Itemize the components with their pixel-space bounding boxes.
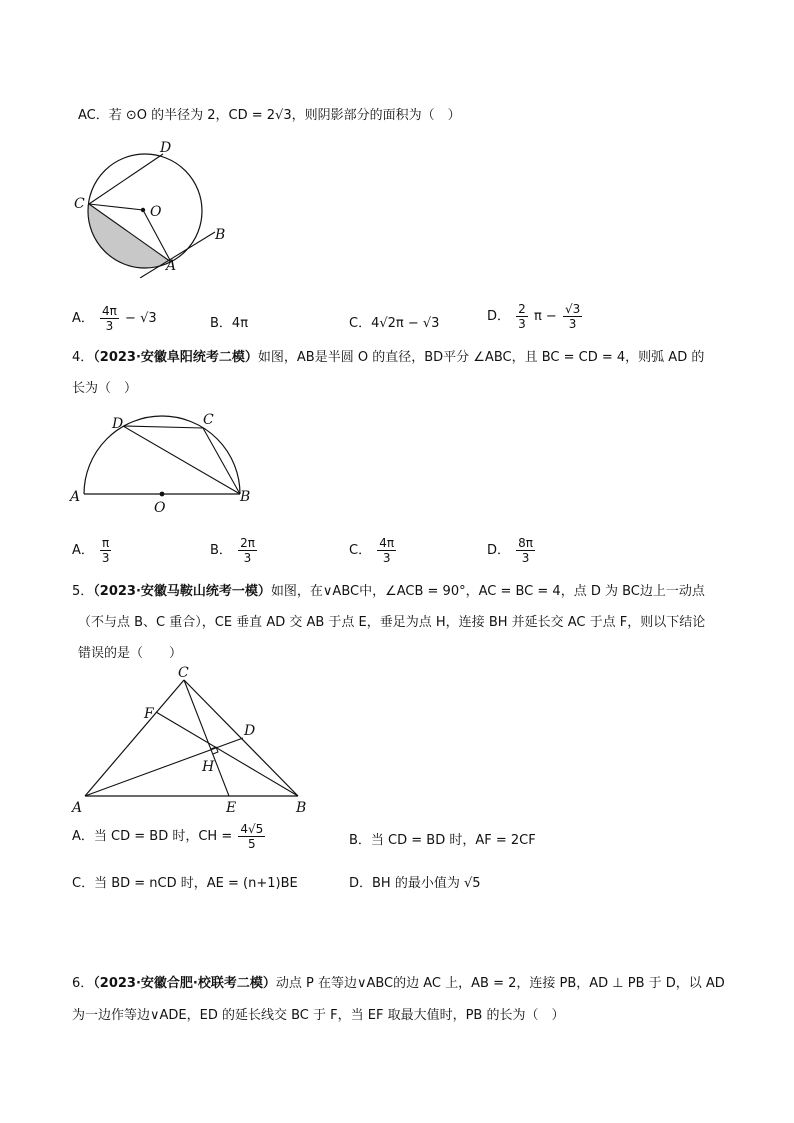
q3-option-a: A． $\frac{4\pi}{3}$ − √3: [72, 304, 157, 333]
q5-stem-line3: 错误的是（ ）: [78, 646, 183, 661]
q4-option-b: B． $\frac{2\pi}{3}$: [210, 536, 255, 565]
q4-stem-line2: 长为（ ）: [72, 381, 138, 396]
q3-label-B: B: [215, 227, 226, 243]
q3-option-b: B．4π: [210, 316, 249, 331]
q5-option-a: A．当 CD = BD 时，CH = $\frac{4√5}{5}$: [72, 822, 264, 851]
q5-figure: [66, 663, 316, 818]
q4-option-c: C． $\frac{4\pi}{3}$: [349, 536, 395, 565]
q4-label-D: D: [112, 416, 124, 432]
q3-figure: [70, 138, 240, 278]
q4-stem-line1: 4．（2023·安徽阜阳统考二模）如图，AB是半圆 O 的直径，BD平分 ∠ABC，且 BC = CD = 4，则弧 AD 的: [72, 350, 705, 365]
q6-stem-line2: 为一边作等边∨ADE，ED 的延长线交 BC 于 F，当 EF 取最大值时，PB 的长为（ ）: [72, 1008, 565, 1023]
q4-label-B: B: [240, 489, 251, 505]
q5-stem-line2: （不与点 B、C 重合），CE 垂直 AD 交 AB 于点 E，垂足为点 H，连接 BH 并延长交 AC 于点 F，则以下结论: [78, 615, 706, 630]
q5-label-H: H: [202, 759, 215, 775]
q5-label-D: D: [244, 723, 256, 739]
q3-stem: AC．若 ⊙O 的半径为 2，CD = 2√3，则阴影部分的面积为（ ）: [78, 108, 461, 123]
q5-label-F: F: [144, 706, 154, 722]
q4-label-C: C: [203, 412, 214, 428]
q3-label-O: O: [150, 204, 162, 220]
q5-label-A: A: [72, 800, 83, 816]
q4-option-a: A． $\frac{\pi}{3}$: [72, 536, 110, 565]
q4-label-A: A: [70, 489, 81, 505]
q5-stem-line1: 5．（2023·安徽马鞍山统考一模）如图，在∨ABC中，∠ACB = 90°，AC = BC = 4，点 D 为 BC边上一动点: [72, 584, 705, 599]
q5-label-E: E: [226, 800, 237, 816]
q4-label-O: O: [154, 500, 166, 516]
q5-label-B: B: [296, 800, 307, 816]
q3-option-d: D． $\frac{2}{3}$ π − $\frac{√3}{3}$: [487, 302, 581, 331]
q5-option-c: C．当 BD = nCD 时，AE = (n+1)BE: [72, 876, 298, 891]
q3-option-c: C．4√2π − √3: [349, 316, 440, 331]
q3-label-C: C: [74, 196, 85, 212]
q6-stem-line1: 6．（2023·安徽合肥·校联考二模）动点 P 在等边∨ABC的边 AC 上，AB = 2，连接 PB，AD ⊥ PB 于 D，以 AD: [72, 976, 725, 991]
q5-option-d: D．BH 的最小值为 √5: [349, 876, 481, 891]
q4-figure: [66, 408, 266, 518]
q3-label-D: D: [160, 140, 172, 156]
q4-semicircle: [84, 416, 240, 494]
q5-option-b: B．当 CD = BD 时，AF = 2CF: [349, 833, 536, 848]
q4-option-d: D． $\frac{8\pi}{3}$: [487, 536, 534, 565]
q3-label-A: A: [166, 258, 177, 274]
q5-label-C: C: [178, 665, 189, 681]
